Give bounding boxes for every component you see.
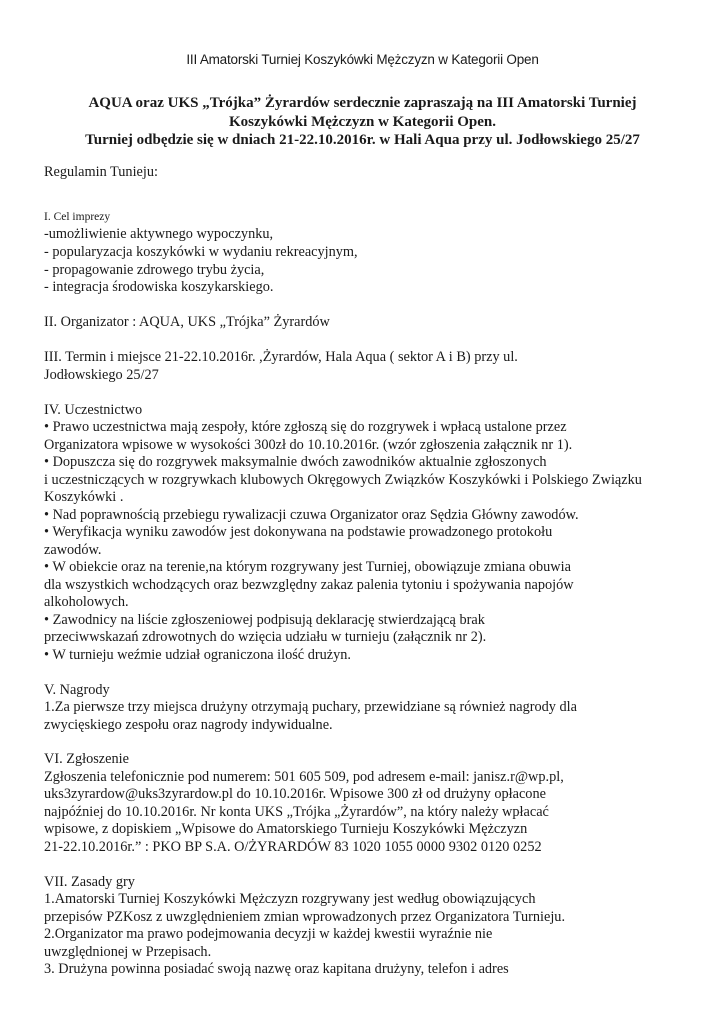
intro-line: AQUA oraz UKS „Trójka” Żyrardów serdecznie zapraszają na III Amatorski Turniej: [88, 95, 637, 111]
list-item: - popularyzacja koszykówki w wydaniu rekreacyjnym,: [44, 244, 358, 260]
paragraph-line: • W turnieju weźmie udział ograniczona ilość drużyn.: [44, 647, 351, 663]
paragraph-line: 21-22.10.2016r.” : PKO BP S.A. O/ŻYRARDÓW 83 1020 1055 0000 9302 0120 0252: [44, 839, 542, 855]
intro-line: Koszykówki Mężczyzn w Kategorii Open.: [228, 113, 497, 130]
list-item: - integracja środowiska koszykarskiego.: [44, 279, 274, 295]
paragraph-line: uwzględnionej w Przepisach.: [44, 944, 212, 960]
intro-block: [40, 94, 685, 150]
section-heading: I. Cel imprezy: [44, 211, 111, 223]
paragraph-line: Organizatora wpisowe w wysokości 300zł do 10.10.2016r. (wzór zgłoszenia załącznik nr 1).: [44, 437, 573, 453]
paragraph-line: Zgłoszenia telefonicznie pod numerem: 501 605 509, pod adresem e-mail: janisz.r@wp.pl,: [44, 769, 564, 785]
paragraph-line: zwycięskiego zespołu oraz nagrody indywidualne.: [44, 717, 333, 733]
paragraph-line: Jodłowskiego 25/27: [44, 367, 159, 383]
section-heading: VII. Zasady gry: [44, 874, 135, 890]
paragraph-line: uks3zyrardow@uks3zyrardow.pl do 10.10.2016r. Wpisowe 300 zł od drużyny opłacone: [44, 786, 546, 802]
paragraph-line: • Zawodnicy na liście zgłoszeniowej podpisują deklarację stwierdzającą brak: [44, 612, 485, 628]
paragraph-line: 1.Amatorski Turniej Koszykówki Mężczyzn rozgrywany jest według obowiązujących: [44, 891, 536, 907]
intro-line: Turniej odbędzie się w dniach 21-22.10.2016r. w Hali Aqua przy ul. Jodłowskiego 25/27: [85, 132, 640, 148]
section-heading: VI. Zgłoszenie: [44, 751, 129, 767]
regulations-heading: Regulamin Tunieju:: [44, 164, 158, 180]
paragraph-line: najpóźniej do 10.10.2016r. Nr konta UKS „Trójka „Żyrardów”, na który należy wpłacać: [44, 804, 549, 820]
paragraph-line: zawodów.: [44, 542, 102, 558]
paragraph-line: 2.Organizator ma prawo podejmowania decyzji w każdej kwestii wyraźnie nie: [44, 926, 493, 942]
section-heading: II. Organizator : AQUA, UKS „Trójka” Żyrardów: [44, 314, 330, 330]
paragraph-line: • Dopuszcza się do rozgrywek maksymalnie dwóch zawodników aktualnie zgłoszonych: [44, 454, 547, 470]
paragraph-line: • Prawo uczestnictwa mają zespoły, które zgłoszą się do rozgrywek i wpłacą ustalone przez: [44, 419, 567, 435]
paragraph-line: III. Termin i miejsce 21-22.10.2016r. ,Żyrardów, Hala Aqua ( sektor A i B) przy ul.: [44, 349, 518, 365]
paragraph-line: Koszykówki .: [44, 489, 124, 505]
paragraph-line: alkoholowych.: [44, 594, 129, 610]
paragraph-line: wpisowe, z dopiskiem „Wpisowe do Amatorskiego Turnieju Koszykówki Mężczyzn: [44, 821, 528, 837]
paragraph-line: 1.Za pierwsze trzy miejsca drużyny otrzymają puchary, przewidziane są również nagrody dla: [44, 699, 577, 715]
list-item: -umożliwienie aktywnego wypoczynku,: [44, 226, 274, 242]
paragraph-line: 3. Drużyna powinna posiadać swoją nazwę oraz kapitana drużyny, telefon i adres: [44, 961, 509, 977]
document-title: III Amatorski Turniej Koszykówki Mężczyzn w Kategorii Open: [186, 52, 539, 67]
list-item: - propagowanie zdrowego trybu życia,: [44, 262, 265, 278]
paragraph-line: • Weryfikacja wyniku zawodów jest dokonywana na podstawie prowadzonego protokołu: [44, 524, 553, 540]
section-heading: V. Nagrody: [44, 682, 110, 698]
paragraph-line: przepisów PZKosz z uwzględnieniem zmian wprowadzonych przez Organizatora Turnieju.: [44, 909, 566, 925]
paragraph-line: i uczestniczących w rozgrywkach klubowych Okręgowych Związków Koszykówki i Polskiego Związku: [44, 472, 642, 488]
paragraph-line: • W obiekcie oraz na terenie,na którym rozgrywany jest Turniej, obowiązuje zmiana obuwia: [44, 559, 571, 575]
paragraph-line: • Nad poprawnością przebiegu rywalizacji czuwa Organizator oraz Sędzia Główny zawodów.: [44, 507, 579, 523]
paragraph-line: dla wszystkich wchodzących oraz bezwzględny zakaz palenia tytoniu i spożywania napojów: [44, 577, 574, 593]
section-heading: IV. Uczestnictwo: [44, 402, 143, 418]
paragraph-line: przeciwwskazań zdrowotnych do wzięcia udziału w turnieju (załącznik nr 2).: [44, 629, 487, 645]
